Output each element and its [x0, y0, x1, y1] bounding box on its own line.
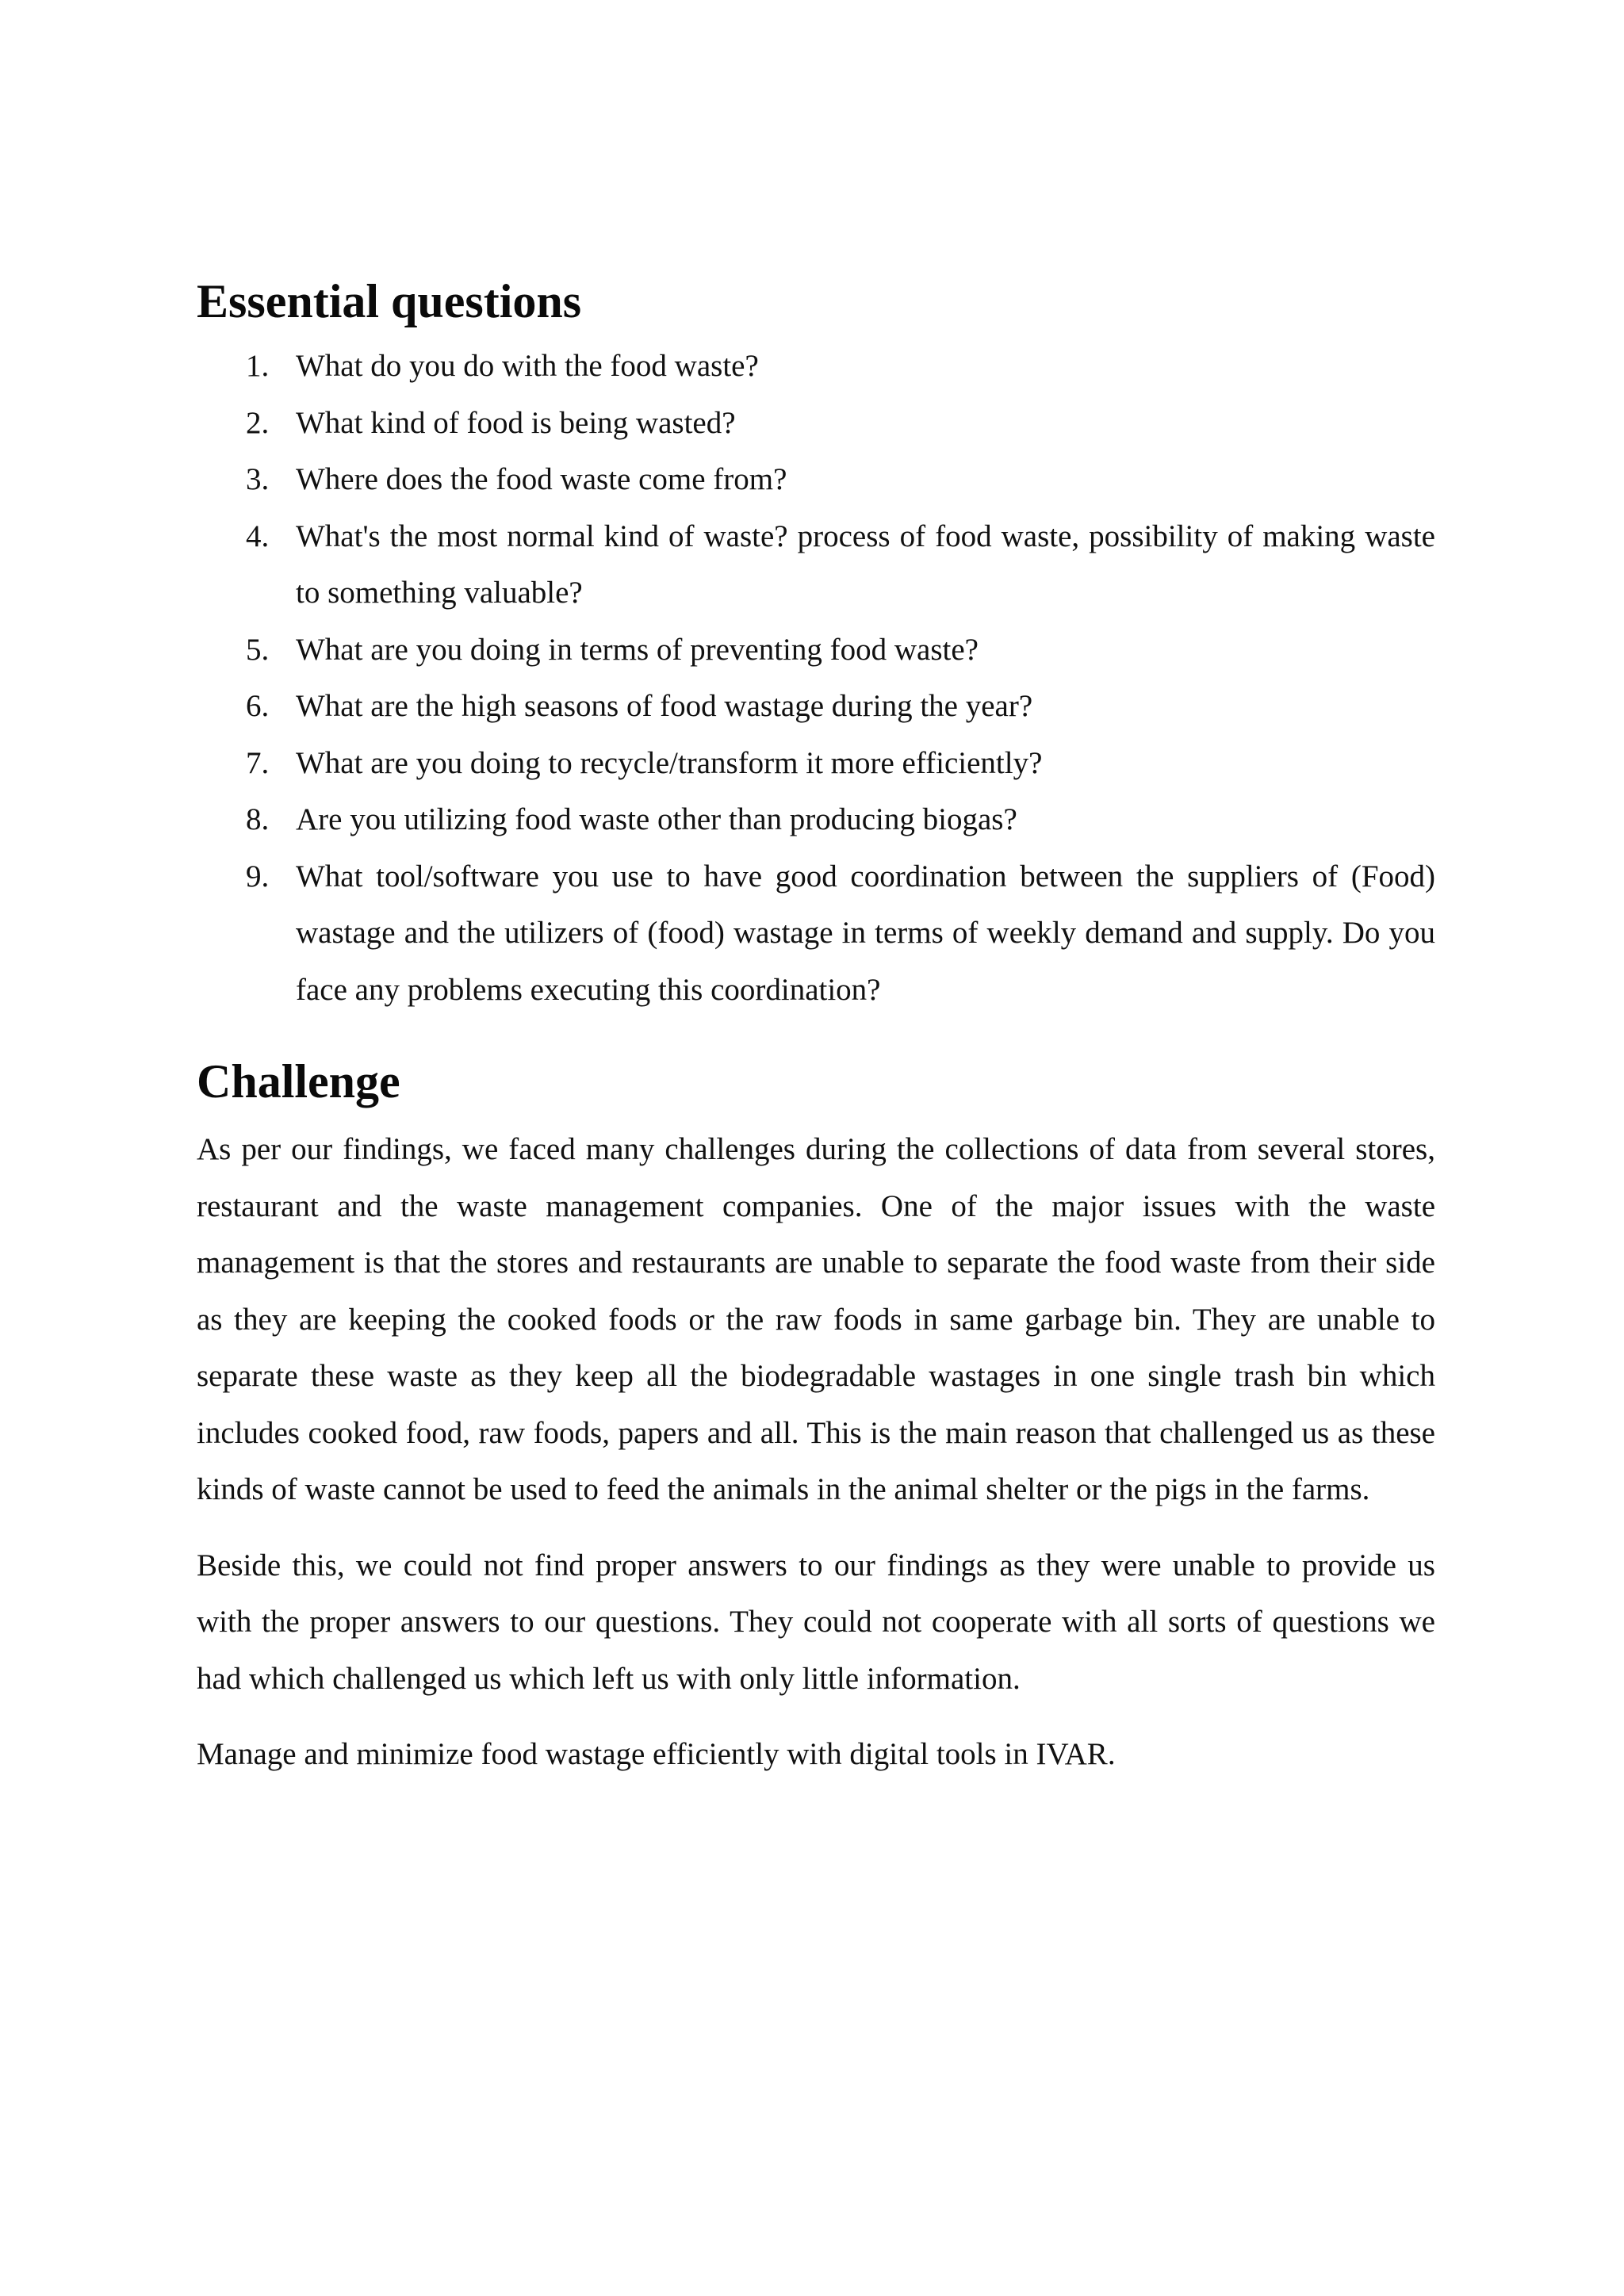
question-number: 6.	[246, 689, 270, 723]
question-item	[197, 451, 1435, 508]
question-number: 5.	[246, 632, 270, 667]
question-number: 3.	[246, 462, 270, 496]
essential-questions-heading: Essential questions	[197, 275, 582, 327]
question-item	[197, 735, 1435, 792]
question-number: 7.	[246, 745, 270, 780]
question-text: What's the most normal kind of waste? process of food waste, possibility of making waste to something valuable?	[296, 519, 1435, 610]
question-item	[197, 622, 1435, 679]
challenge-paragraph: Beside this, we could not find proper answers to our findings as they were unable to provide us with the proper answers to our questions. They could not cooperate with all sorts of questions we had which challenged us which left us with only little information.	[197, 1548, 1435, 1696]
closing-statement: Manage and minimize food wastage efficiently with digital tools in IVAR.	[197, 1737, 1116, 1771]
question-item	[197, 508, 1435, 622]
question-text: What are you doing in terms of preventing food waste?	[296, 632, 979, 667]
question-number: 2.	[246, 405, 270, 440]
question-text: Where does the food waste come from?	[296, 462, 787, 496]
question-item	[197, 791, 1435, 848]
question-text: Are you utilizing food waste other than producing biogas?	[296, 802, 1017, 836]
challenge-paragraph: As per our findings, we faced many challenges during the collections of data from several stores, restaurant and the waste management companies. One of the major issues with the waste management is that the stores and restaurants are unable to separate the food waste from their side as they are keeping the cooked foods or the raw foods in same garbage bin. They are unable to separate these waste as they keep all the biodegradable wastages in one single trash bin which includes cooked food, raw foods, papers and all. This is the main reason that challenged us as these kinds of waste cannot be used to feed the animals in the animal shelter or the pigs in the farms.	[197, 1132, 1435, 1506]
question-text: What are the high seasons of food wastage during the year?	[296, 689, 1033, 723]
question-number: 8.	[246, 802, 270, 836]
document-page	[197, 270, 1435, 1783]
questions-list	[197, 338, 1435, 1018]
question-number: 1.	[246, 349, 270, 383]
question-text: What kind of food is being wasted?	[296, 405, 736, 440]
question-item	[197, 678, 1435, 735]
question-item	[197, 338, 1435, 395]
question-number: 9.	[246, 859, 270, 894]
challenge-heading: Challenge	[197, 1055, 400, 1108]
question-text: What do you do with the food waste?	[296, 349, 759, 383]
question-text: What are you doing to recycle/transform it more efficiently?	[296, 745, 1043, 780]
question-text: What tool/software you use to have good coordination between the suppliers of (Food) wastage and the utilizers of (food) wastage in terms of weekly demand and supply. Do you face any problems executing this coordination?	[296, 859, 1435, 1007]
question-item	[197, 848, 1435, 1019]
question-number: 4.	[246, 519, 270, 553]
question-item	[197, 395, 1435, 452]
